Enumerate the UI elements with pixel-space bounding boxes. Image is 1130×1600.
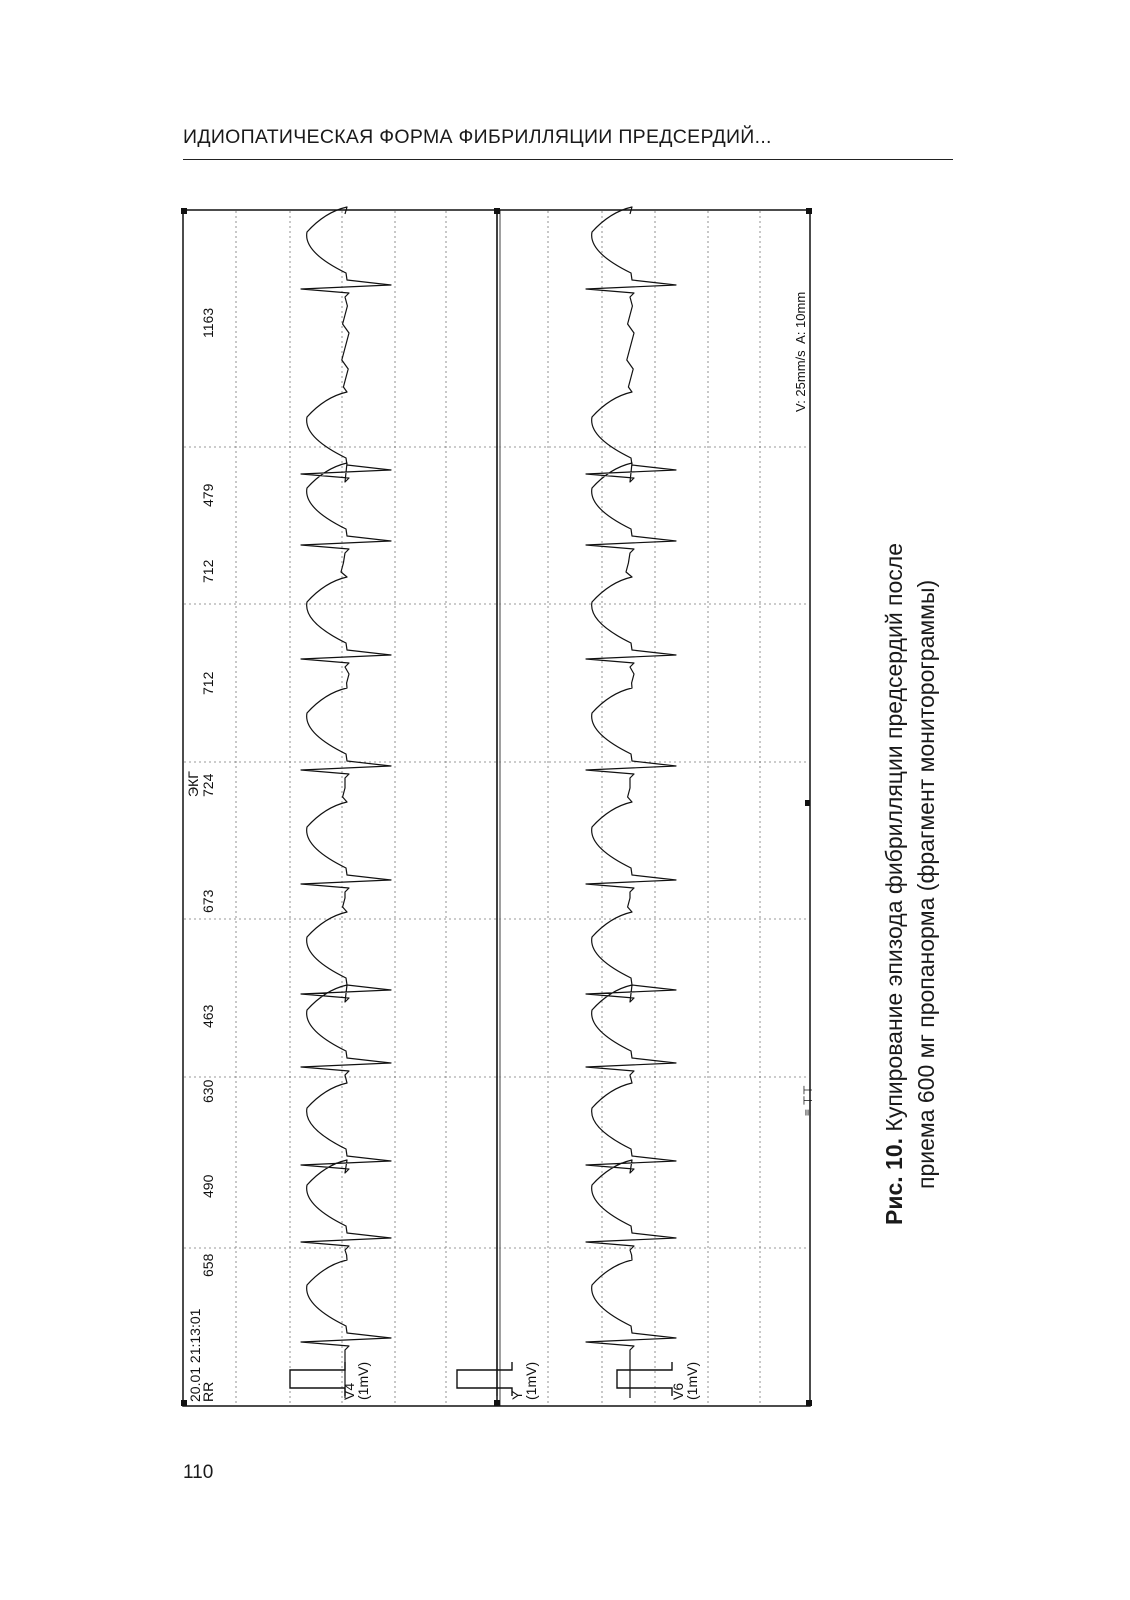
calibration-pulse — [290, 1362, 345, 1396]
ecg-datetime: 20.01 21:13:01 — [187, 1308, 203, 1402]
rr-interval-label: 712 — [200, 671, 216, 695]
lead-unit-v6: (1mV) — [684, 1361, 700, 1400]
scale-label: V: 25mm/s A: 10mm — [793, 291, 808, 412]
ecg-label: ЭКГ — [185, 771, 201, 797]
lead-label-y: Y — [509, 1390, 525, 1400]
rr-label: RR — [200, 1381, 216, 1402]
rr-interval-label: 712 — [200, 559, 216, 583]
rr-interval-labels — [200, 308, 216, 1277]
caption-line-1 — [878, 405, 910, 1225]
event-marker: ≡ ⊤⊤ — [801, 1084, 815, 1116]
page-number: 110 — [183, 1462, 214, 1483]
ecg-trace-v4 — [301, 207, 391, 1398]
rr-interval-label: 463 — [200, 1004, 216, 1028]
rr-interval-label: 673 — [200, 889, 216, 913]
grid-vertical — [236, 211, 760, 1405]
calibration-pulse — [457, 1362, 512, 1396]
lead-label-v6: V6 — [670, 1382, 686, 1400]
caption-label: Рис. 10. — [881, 1137, 907, 1225]
lead-unit-y: (1mV) — [523, 1361, 539, 1400]
rr-interval-label: 490 — [200, 1174, 216, 1198]
caption-line-2: приема 600 мг пропанорма (фрагмент мониторограммы) — [913, 579, 939, 1189]
calibration-pulse — [617, 1362, 672, 1396]
rr-interval-label: 724 — [200, 773, 216, 797]
ecg-trace-v6 — [586, 207, 676, 1398]
rr-interval-label: 1163 — [200, 307, 216, 338]
rr-interval-label: 658 — [200, 1253, 216, 1277]
rr-interval-label: 479 — [200, 483, 216, 507]
caption-text-1: Купирование эпизода фибрилляции предсердий после — [881, 542, 907, 1132]
lead-label-v4: V4 — [341, 1382, 357, 1400]
rr-interval-label: 630 — [200, 1079, 216, 1103]
figure-caption — [878, 405, 942, 1225]
lead-unit-v4: (1mV) — [355, 1361, 371, 1400]
running-head: ИДИОПАТИЧЕСКАЯ ФОРМА ФИБРИЛЛЯЦИИ ПРЕДСЕРДИЙ... — [183, 126, 772, 148]
